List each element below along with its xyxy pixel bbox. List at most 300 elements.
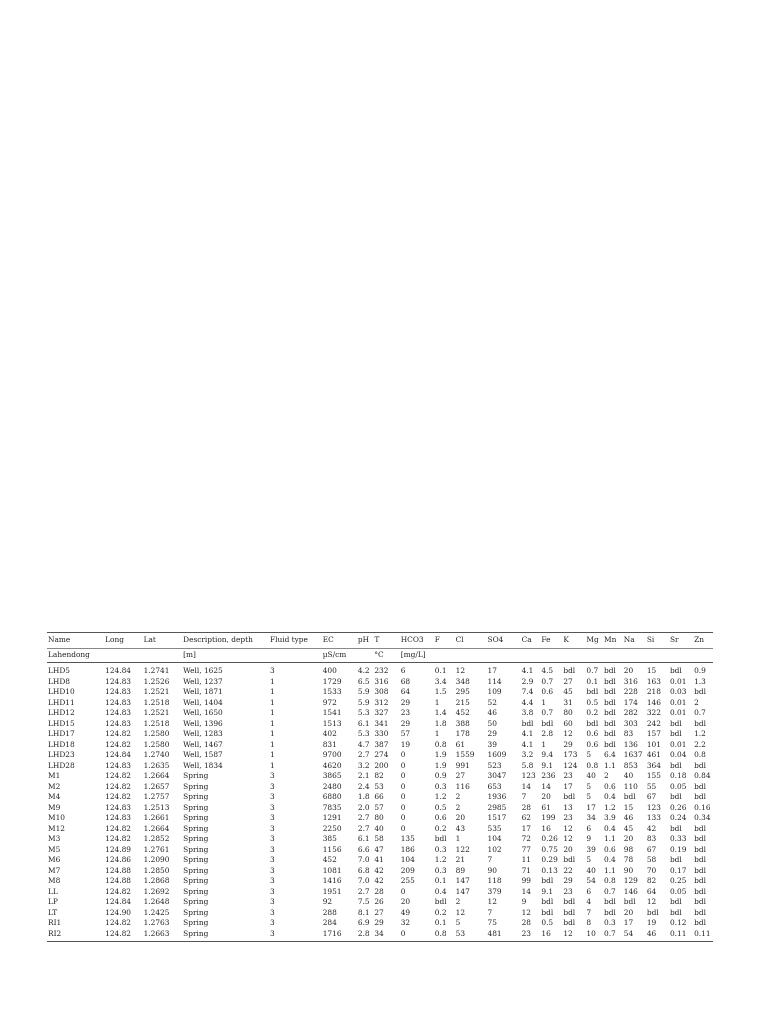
table-cell: 1.2	[434, 792, 447, 801]
table-cell: 1416	[322, 876, 342, 885]
table-cell: Spring	[183, 897, 209, 906]
table-cell: 5.8	[521, 760, 534, 770]
table-row	[47, 866, 713, 877]
table-body	[47, 663, 713, 942]
table-cell: 0.26	[669, 802, 687, 812]
table-cell: 1	[269, 739, 275, 749]
table-cell: 12	[455, 666, 466, 675]
header-row	[47, 633, 713, 649]
table-cell: 101	[646, 739, 661, 749]
table-cell: 1	[269, 718, 275, 728]
table-cell: 124.82	[105, 928, 132, 938]
table-cell: bdl	[669, 855, 682, 864]
table-cell: 0.17	[669, 865, 687, 875]
table-cell: 157	[646, 729, 661, 738]
table-cell: 124.83	[105, 708, 132, 717]
table-cell: bdl	[563, 855, 576, 864]
table-cell: 461	[646, 750, 661, 759]
table-cell: 186	[400, 844, 415, 854]
table-cell: bdl	[521, 718, 534, 728]
table-cell: 0.29	[541, 855, 558, 864]
table-cell: 124.84	[105, 750, 132, 759]
table-cell: 61	[541, 802, 551, 812]
table-row	[47, 834, 713, 845]
table-cell: 3	[269, 666, 275, 675]
column-header: Sr	[669, 635, 679, 644]
table-cell: M12	[48, 823, 65, 833]
table-cell: 1.2664	[143, 771, 170, 780]
table-cell: 3	[269, 855, 275, 864]
table-cell: 3.2	[521, 750, 534, 759]
table-cell: 124.84	[105, 897, 132, 906]
table-cell: 124.83	[105, 802, 132, 812]
table-cell: 124.82	[105, 918, 132, 927]
table-cell: 89	[455, 865, 466, 875]
table-cell: 20	[623, 666, 634, 675]
table-cell: 58	[374, 834, 384, 843]
table-cell: 42	[374, 876, 384, 885]
table-cell: 173	[563, 750, 578, 759]
table-cell: 1.2518	[143, 697, 170, 707]
table-cell: 80	[563, 708, 573, 717]
table-cell: 3	[269, 918, 275, 927]
table-cell: 348	[455, 676, 470, 686]
table-cell: 90	[487, 865, 497, 875]
table-cell: bdl	[623, 792, 636, 801]
table-cell: bdl	[669, 729, 682, 738]
table-cell: 17	[487, 666, 497, 675]
table-cell: 0	[400, 886, 406, 896]
table-cell: 146	[623, 886, 638, 896]
table-cell: 341	[374, 718, 389, 728]
table-cell: 1.2635	[143, 760, 170, 770]
table-cell: 312	[374, 697, 389, 707]
table-cell: 46	[623, 813, 634, 822]
table-cell: 16	[541, 928, 551, 938]
table-cell: 16	[541, 823, 551, 833]
table-cell: M10	[48, 813, 65, 822]
table-cell: 109	[487, 687, 502, 696]
table-cell: 12	[563, 729, 573, 738]
table-cell: M9	[48, 802, 61, 812]
table-cell: bdl	[694, 886, 706, 896]
table-cell: 124.82	[105, 739, 132, 749]
table-cell: 0.9	[694, 666, 706, 675]
table-cell: 1716	[322, 928, 342, 938]
table-cell: bdl	[669, 907, 682, 917]
table-cell: 0.4	[604, 823, 616, 833]
table-cell: 3	[269, 834, 275, 843]
table-cell: 218	[646, 687, 661, 696]
table-cell: 29	[563, 876, 573, 885]
table-cell: 5.3	[357, 708, 370, 717]
table-cell: bdl	[604, 739, 616, 749]
table-cell: 1291	[322, 813, 342, 822]
table-cell: 12	[563, 928, 573, 938]
table-row	[47, 876, 713, 887]
table-cell: 11	[521, 855, 531, 864]
table-cell: bdl	[541, 718, 554, 728]
table-cell: 0	[400, 823, 406, 833]
table-cell: 4.4	[521, 697, 534, 707]
table-cell: bdl	[604, 697, 616, 707]
table-cell: 40	[586, 865, 596, 875]
table-cell: 0.2	[434, 823, 447, 833]
table-cell: 3	[269, 865, 275, 875]
table-cell: 0.26	[541, 834, 558, 843]
table-cell: 102	[487, 844, 502, 854]
table-cell: 6.1	[357, 834, 370, 843]
table-cell: 124.88	[105, 865, 132, 875]
table-cell: 2.7	[357, 823, 370, 833]
table-cell: 535	[487, 823, 502, 833]
table-cell: 22	[563, 865, 573, 875]
table-cell: bdl	[694, 907, 706, 917]
table-cell: bdl	[563, 897, 576, 906]
table-cell: 68	[400, 676, 411, 686]
table-cell: 1	[455, 834, 461, 843]
table-cell: 7.0	[357, 855, 370, 864]
table-cell: 10	[586, 928, 596, 938]
table-cell: 0.11	[669, 928, 687, 938]
column-unit	[623, 648, 646, 663]
table-cell: 124.88	[105, 876, 132, 885]
table-row	[47, 729, 713, 740]
table-cell: 54	[623, 928, 634, 938]
table-row	[47, 750, 713, 761]
table-cell: 0.2	[586, 708, 599, 717]
table-cell: 1	[269, 729, 275, 738]
table-cell: 20	[400, 897, 411, 906]
table-cell: 5	[586, 792, 592, 801]
table-cell: bdl	[694, 855, 706, 864]
table-cell: 64	[400, 687, 411, 696]
table-cell: 7.0	[357, 876, 370, 885]
table-cell: bdl	[541, 907, 554, 917]
table-cell: 52	[487, 697, 497, 707]
table-cell: 2.1	[357, 771, 370, 780]
column-header: Si	[646, 635, 655, 644]
table-cell: Well, 1404	[183, 697, 223, 707]
column-unit	[455, 648, 487, 663]
table-cell: 45	[563, 687, 573, 696]
table-cell: 3.8	[521, 708, 534, 717]
table-cell: 4.7	[357, 739, 370, 749]
table-cell: 1.2521	[143, 687, 170, 696]
column-header: K	[563, 635, 569, 644]
table-cell: 6	[586, 823, 592, 833]
column-header: HCO3	[400, 635, 424, 644]
table-cell: 54	[586, 876, 596, 885]
table-cell: 0.84	[694, 771, 711, 780]
table-cell: 19	[400, 739, 411, 749]
table-cell: 6.1	[357, 718, 370, 728]
table-cell: 1517	[487, 813, 507, 822]
table-cell: 28	[521, 802, 531, 812]
table-cell: 27	[374, 907, 384, 917]
table-cell: 387	[374, 739, 389, 749]
table-cell: 135	[400, 834, 415, 843]
table-cell: 9.4	[541, 750, 554, 759]
table-cell: 124.89	[105, 844, 132, 854]
table-cell: 209	[400, 865, 415, 875]
table-cell: 1559	[455, 750, 475, 759]
table-cell: 1.4	[434, 708, 447, 717]
table-cell: bdl	[694, 823, 706, 833]
table-cell: 20	[455, 813, 466, 822]
table-cell: 124.83	[105, 718, 132, 728]
table-cell: 2.7	[357, 750, 370, 759]
table-cell: Spring	[183, 834, 209, 843]
table-cell: 0.3	[434, 844, 447, 854]
table-cell: 4.1	[521, 666, 534, 675]
table-row	[47, 813, 713, 824]
table-cell: 295	[455, 687, 470, 696]
table-row	[47, 719, 713, 730]
table-cell: 1081	[322, 865, 342, 875]
table-cell: bdl	[563, 666, 576, 675]
table-cell: 1.2648	[143, 897, 170, 906]
table-cell: 388	[455, 718, 470, 728]
table-cell: 0	[400, 792, 406, 801]
table-cell: 0.4	[604, 855, 616, 864]
table-cell: 0.8	[586, 760, 599, 770]
table-cell: 1.1	[604, 834, 616, 843]
table-cell: 49	[400, 907, 411, 917]
table-cell: 3	[269, 928, 275, 938]
table-cell: 2	[455, 792, 461, 801]
table-cell: 12	[487, 897, 497, 906]
table-cell: 77	[521, 844, 531, 854]
table-cell: bdl	[563, 792, 576, 801]
table-cell: Spring	[183, 823, 209, 833]
column-unit	[585, 648, 603, 663]
table-cell: 3865	[322, 771, 342, 780]
table-cell: M2	[48, 781, 61, 791]
table-row	[47, 929, 713, 942]
column-unit	[521, 648, 541, 663]
table-cell: 7	[586, 907, 592, 917]
table-cell: 0.11	[694, 928, 711, 938]
table-row	[47, 887, 713, 898]
table-cell: 1.2580	[143, 739, 170, 749]
table-cell: 0	[400, 760, 406, 770]
table-cell: 0.8	[434, 739, 447, 749]
table-cell: M1	[48, 771, 61, 780]
table-cell: 29	[400, 718, 411, 728]
table-cell: 116	[455, 781, 470, 791]
table-cell: 1.2526	[143, 676, 170, 686]
table-cell: 0.6	[434, 813, 447, 822]
table-cell: 1.2740	[143, 750, 170, 759]
table-cell: Well, 1625	[183, 666, 223, 675]
table-cell: 5.9	[357, 687, 370, 696]
table-row	[47, 771, 713, 782]
table-cell: 0.13	[541, 865, 558, 875]
column-header: SO4	[487, 635, 504, 644]
table-cell: 23	[400, 708, 411, 717]
table-cell: 1951	[322, 886, 342, 896]
table-cell: 123	[521, 771, 536, 780]
table-cell: 0.01	[669, 697, 687, 707]
table-cell: 282	[623, 708, 638, 717]
table-cell: 3	[269, 781, 275, 791]
table-cell: M6	[48, 855, 61, 864]
table-cell: 242	[646, 718, 661, 728]
table-cell: 0	[400, 781, 406, 791]
table-cell: 0.7	[604, 886, 616, 896]
table-cell: 42	[374, 865, 384, 875]
table-cell: 1541	[322, 708, 342, 717]
table-cell: 1	[541, 697, 547, 707]
table-cell: 12	[563, 823, 573, 833]
table-cell: Spring	[183, 886, 209, 896]
table-cell: 174	[623, 697, 638, 707]
table-cell: 20	[563, 844, 573, 854]
table-cell: 0.04	[669, 750, 687, 759]
column-unit	[540, 648, 562, 663]
table-cell: 0.03	[669, 687, 687, 696]
table-cell: 9	[586, 834, 592, 843]
table-cell: bdl	[604, 907, 616, 917]
table-cell: 2	[694, 697, 699, 707]
table-cell: 316	[374, 676, 389, 686]
table-cell: 2.7	[357, 886, 370, 896]
table-cell: 17	[563, 781, 573, 791]
table-cell: 146	[646, 697, 661, 707]
table-cell: bdl	[563, 918, 576, 927]
table-cell: 1.2757	[143, 792, 170, 801]
table-cell: 0	[400, 813, 406, 822]
table-cell: 19	[646, 918, 657, 927]
table-cell: 5.9	[357, 697, 370, 707]
table-cell: 34	[586, 813, 596, 822]
table-cell: 8	[586, 918, 592, 927]
table-cell: 7	[487, 907, 493, 917]
table-cell: 5	[586, 781, 592, 791]
table-cell: 4	[586, 897, 592, 906]
table-cell: 327	[374, 708, 389, 717]
column-header: EC	[322, 635, 334, 644]
table-cell: 53	[374, 781, 384, 791]
table-cell: 0.01	[669, 739, 687, 749]
table-cell: 1.2868	[143, 876, 170, 885]
table-cell: 3	[269, 771, 275, 780]
column-header: Mg	[586, 635, 599, 644]
table-cell: 1	[269, 687, 275, 696]
table-cell: bdl	[669, 666, 682, 675]
table-cell: 133	[646, 813, 661, 822]
table-cell: 1.2	[604, 802, 616, 812]
table-cell: 0.5	[434, 802, 447, 812]
table-cell: 0.1	[434, 876, 447, 885]
table-cell: 1	[269, 708, 275, 717]
column-unit	[104, 648, 142, 663]
table-cell: 1.9	[434, 760, 447, 770]
column-header: Description, depth	[183, 635, 253, 644]
table-row	[47, 803, 713, 814]
table-cell: LHD12	[48, 708, 75, 717]
table-row	[47, 740, 713, 751]
table-cell: 82	[374, 771, 384, 780]
table-cell: 124.83	[105, 760, 132, 770]
table-cell: 0	[400, 771, 406, 780]
table-cell: 29	[400, 697, 411, 707]
table-cell: 3	[269, 792, 275, 801]
table-cell: 452	[455, 708, 470, 717]
table-cell: 0.16	[694, 802, 711, 812]
table-cell: 6.8	[357, 865, 370, 875]
table-cell: 4.1	[521, 739, 534, 749]
table-cell: Spring	[183, 865, 209, 875]
table-cell: 58	[646, 855, 657, 864]
table-cell: 57	[400, 729, 411, 738]
table-cell: 0.4	[434, 886, 447, 896]
table-cell: Spring	[183, 876, 209, 885]
table-cell: bdl	[604, 687, 616, 696]
table-cell: 29	[487, 729, 497, 738]
table-cell: 124.83	[105, 687, 132, 696]
column-unit	[603, 648, 623, 663]
column-header: pH	[357, 635, 370, 644]
column-unit: Lahendong	[48, 649, 90, 659]
table-row	[47, 792, 713, 803]
table-cell: bdl	[694, 718, 706, 728]
table-cell: 147	[455, 886, 470, 896]
table-cell: 2	[455, 802, 461, 812]
table-cell: 64	[646, 886, 657, 896]
column-unit: [mg/L]	[400, 649, 426, 659]
table-cell: 27	[455, 771, 466, 780]
table-cell: 1513	[322, 718, 342, 728]
table-cell: 1.2763	[143, 918, 170, 927]
table-cell: 12	[455, 907, 466, 917]
table-row	[47, 698, 713, 709]
table-row	[47, 782, 713, 793]
table-cell: 316	[623, 676, 638, 686]
table-cell: 3.2	[357, 760, 370, 770]
table-cell: Spring	[183, 855, 209, 864]
table-cell: bdl	[669, 718, 682, 728]
table-cell: 50	[487, 718, 497, 728]
table-cell: 124.83	[105, 697, 132, 707]
table-cell: 3	[269, 886, 275, 896]
table-cell: bdl	[694, 865, 706, 875]
table-cell: 308	[374, 687, 389, 696]
table-cell: 8.1	[357, 907, 370, 917]
table-cell: 42	[646, 823, 657, 833]
table-cell: 17	[623, 918, 634, 927]
table-cell: 6.4	[604, 750, 616, 759]
water-chemistry-table-container	[47, 632, 713, 942]
table-cell: 46	[487, 708, 497, 717]
table-cell: 67	[646, 792, 657, 801]
table-cell: 1.2661	[143, 813, 170, 822]
table-cell: 402	[322, 729, 337, 738]
table-cell: 104	[487, 834, 502, 843]
table-cell: 122	[455, 844, 470, 854]
table-cell: 288	[322, 907, 337, 917]
table-cell: 1.2664	[143, 823, 170, 833]
table-cell: bdl	[604, 676, 616, 686]
table-cell: 1	[434, 729, 440, 738]
table-cell: 57	[374, 802, 384, 812]
table-cell: Well, 1650	[183, 708, 223, 717]
table-cell: 124	[563, 760, 578, 770]
table-cell: 6	[400, 666, 406, 675]
table-cell: 2.0	[357, 802, 370, 812]
table-cell: 1.8	[434, 718, 447, 728]
